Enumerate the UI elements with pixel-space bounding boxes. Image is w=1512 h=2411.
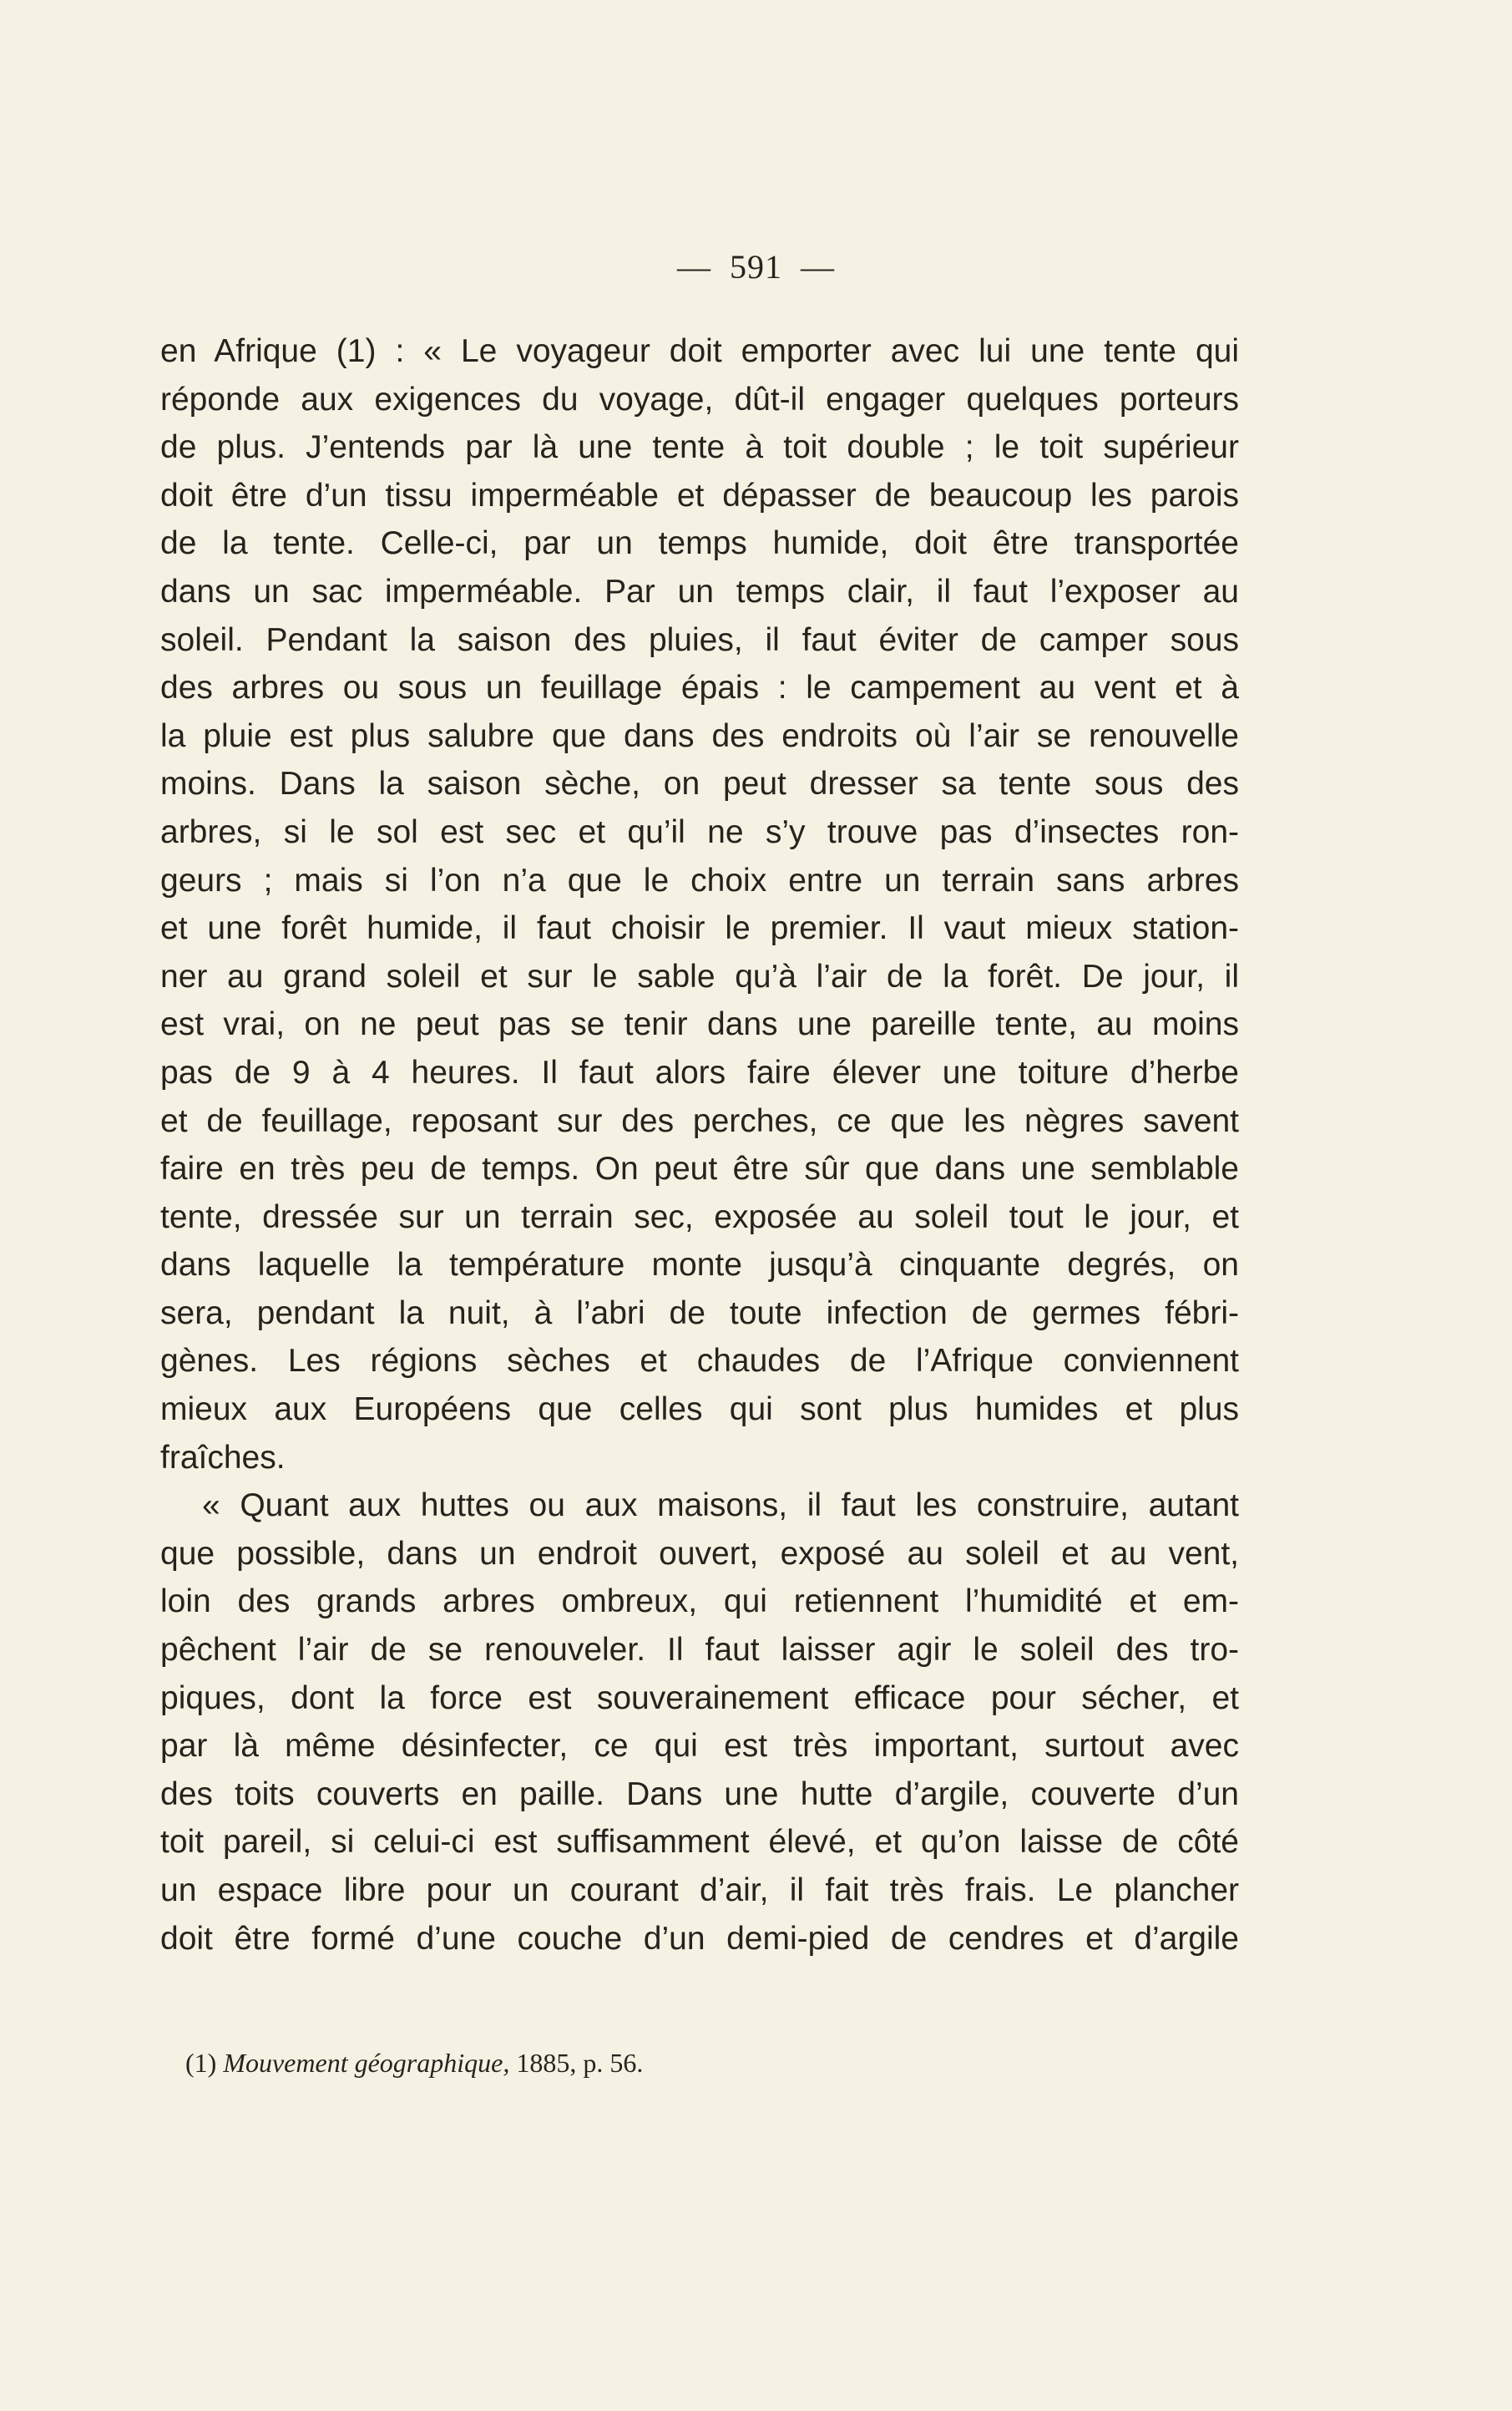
- text-line: dans laquelle la température monte jusqu’à cinquante degrés, on: [160, 1247, 1239, 1284]
- page-number-dash-right: —: [801, 248, 835, 286]
- body-text: [160, 327, 1239, 1963]
- text-line: tente, dressée sur un terrain sec, exposée au soleil tout le jour, et: [160, 1198, 1239, 1235]
- text-line: arbres, si le sol est sec et qu’il ne s’y trouve pas d’insectes ron-: [160, 813, 1239, 850]
- text-line: doit être formé d’une couche d’un demi-pied de cendres et d’argile: [160, 1920, 1239, 1957]
- text-line: par là même désinfecter, ce qui est très important, surtout avec: [160, 1728, 1239, 1765]
- text-line: et une forêt humide, il faut choisir le premier. Il vaut mieux station-: [160, 910, 1239, 947]
- footnote-source-title: Mouvement géographique,: [223, 2048, 510, 2078]
- text-line: des arbres ou sous un feuillage épais : le campement au vent et à: [160, 670, 1239, 707]
- text-line: moins. Dans la saison sèche, on peut dresser sa tente sous des: [160, 766, 1239, 803]
- text-line: que possible, dans un endroit ouvert, exposé au soleil et au vent,: [160, 1535, 1239, 1572]
- text-line: un espace libre pour un courant d’air, il fait très frais. Le plancher: [160, 1872, 1239, 1908]
- text-line: mieux aux Européens que celles qui sont plus humides et plus: [160, 1391, 1239, 1428]
- text-line: « Quant aux huttes ou aux maisons, il faut les construire, autant: [202, 1487, 1239, 1524]
- text-line: dans un sac imperméable. Par un temps clair, il faut l’exposer au: [160, 573, 1239, 610]
- text-line: pêchent l’air de se renouveler. Il faut laisser agir le soleil des tro-: [160, 1632, 1239, 1669]
- text-line: réponde aux exigences du voyage, dût-il engager quelques porteurs: [160, 381, 1239, 418]
- text-line: ner au grand soleil et sur le sable qu’à l’air de la forêt. De jour, il: [160, 958, 1239, 995]
- text-line: fraîches.: [160, 1439, 286, 1476]
- text-line: sera, pendant la nuit, à l’abri de toute infection de germes fébri-: [160, 1294, 1239, 1331]
- text-line: loin des grands arbres ombreux, qui retiennent l’humidité et em-: [160, 1583, 1239, 1620]
- text-line: piques, dont la force est souverainement efficace pour sécher, et: [160, 1679, 1239, 1716]
- text-line: faire en très peu de temps. On peut être sûr que dans une semblable: [160, 1151, 1239, 1188]
- text-line: toit pareil, si celui-ci est suffisamment élevé, et qu’on laisse de côté: [160, 1824, 1239, 1861]
- text-line: la pluie est plus salubre que dans des endroits où l’air se renouvelle: [160, 717, 1239, 754]
- text-line: de la tente. Celle-ci, par un temps humide, doit être transportée: [160, 525, 1239, 562]
- text-line: des toits couverts en paille. Dans une hutte d’argile, couverte d’un: [160, 1775, 1239, 1812]
- text-line: soleil. Pendant la saison des pluies, il faut éviter de camper sous: [160, 621, 1239, 658]
- text-line: gènes. Les régions sèches et chaudes de l’Afrique conviennent: [160, 1343, 1239, 1380]
- footnote-marker: (1): [185, 2048, 217, 2078]
- footnote: [185, 2048, 643, 2079]
- page-number: [0, 247, 1512, 286]
- text-line: et de feuillage, reposant sur des perches, ce que les nègres savent: [160, 1102, 1239, 1139]
- text-line: est vrai, on ne peut pas se tenir dans une pareille tente, au moins: [160, 1006, 1239, 1043]
- text-line: pas de 9 à 4 heures. Il faut alors faire élever une toiture d’herbe: [160, 1054, 1239, 1091]
- page-number-dash-left: —: [677, 248, 711, 286]
- text-line: geurs ; mais si l’on n’a que le choix entre un terrain sans arbres: [160, 862, 1239, 899]
- page-number-value: 591: [730, 248, 782, 286]
- text-line: de plus. J’entends par là une tente à toit double ; le toit supérieur: [160, 429, 1239, 466]
- text-line: en Afrique (1) : « Le voyageur doit emporter avec lui une tente qui: [160, 333, 1239, 369]
- footnote-details: 1885, p. 56.: [516, 2048, 644, 2078]
- text-line: doit être d’un tissu imperméable et dépasser de beaucoup les parois: [160, 477, 1239, 514]
